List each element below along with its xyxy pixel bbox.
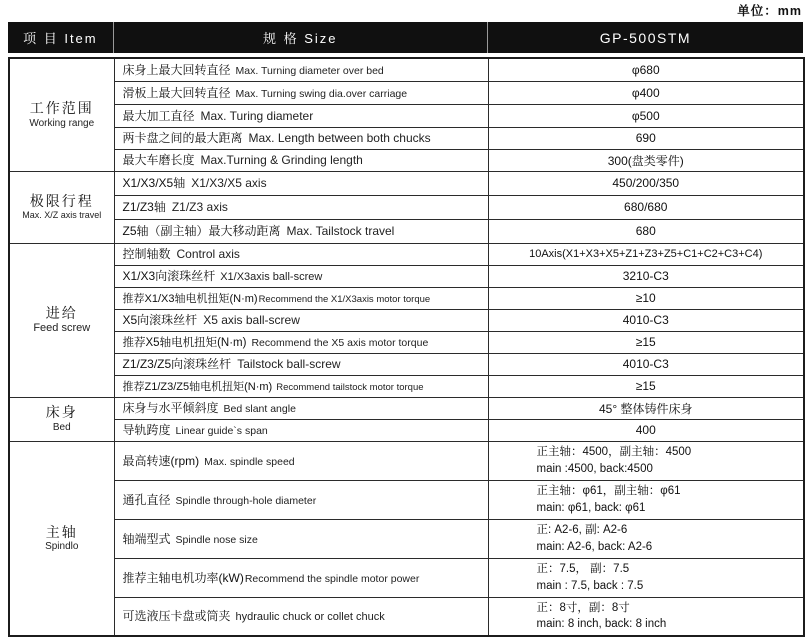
value-line-zh: 正: A2-6, 副: A2-6 — [536, 523, 628, 536]
category-name-zh: 床身 — [45, 404, 78, 421]
value-line-zh: 正：7.5， 副：7.5 — [536, 562, 630, 575]
spec-label: 最高转速(rpm) Max. spindle speed — [114, 441, 488, 480]
table-row — [9, 519, 804, 558]
category-name-zh: 极限行程 — [29, 192, 94, 209]
category-name-en: Max. X/Z axis travel — [22, 210, 102, 221]
spec-value: 680/680 — [488, 195, 804, 219]
spec-label: 推荐Z1/Z3/Z5轴电机扭矩(N·m) Recommend tailstock motor torque — [114, 375, 488, 397]
spec-label: X5向滚珠丝杆 X5 axis ball-screw — [114, 309, 488, 331]
spec-label: X1/X3/X5轴 X1/X3/X5 axis — [114, 171, 488, 195]
table-row — [9, 353, 804, 375]
header-model: GP-500STM — [599, 29, 692, 46]
value-line-en: main : 7.5, back : 7.5 — [536, 579, 644, 592]
table-row — [9, 309, 804, 331]
spec-value — [488, 480, 804, 519]
spec-value: φ500 — [488, 104, 804, 127]
table-row — [9, 104, 804, 127]
spec-value: 690 — [488, 127, 804, 149]
category-working-range — [9, 58, 114, 171]
spec-value: 4010-C3 — [488, 309, 804, 331]
header-item: 项 目 Item — [23, 31, 98, 46]
category-name-zh: 进给 — [45, 304, 78, 321]
spec-value: ≥10 — [488, 287, 804, 309]
value-line-en: main: φ61, back: φ61 — [536, 501, 646, 514]
spec-label: 可选液压卡盘或筒夹 hydraulic chuck or collet chuck — [114, 597, 488, 636]
header-size: 规 格 Size — [113, 22, 488, 53]
table-header-bar — [8, 22, 803, 53]
table-row — [9, 480, 804, 519]
category-name-en: Feed screw — [33, 322, 91, 335]
spec-label: 滑板上最大回转直径 Max. Turning swing dia.over carriage — [114, 81, 488, 104]
spec-value — [488, 597, 804, 636]
category-feed-screw — [9, 243, 114, 397]
table-row — [9, 195, 804, 219]
spec-value: 10Axis(X1+X3+X5+Z1+Z3+Z5+C1+C2+C3+C4) — [488, 243, 804, 265]
category-spindle — [9, 441, 114, 636]
value-line-zh: 正主轴：φ61，副主轴：φ61 — [536, 484, 681, 497]
table-row — [9, 419, 804, 441]
spec-label: 最大车磨长度 Max.Turning & Grinding length — [114, 149, 488, 171]
value-line-en: main: 8 inch, back: 8 inch — [536, 618, 667, 631]
spec-value: 4010-C3 — [488, 353, 804, 375]
table-row — [9, 149, 804, 171]
table-row — [9, 171, 804, 195]
table-row — [9, 58, 804, 81]
table-row — [9, 219, 804, 243]
spec-label: 两卡盘之间的最大距离 Max. Length between both chucks — [114, 127, 488, 149]
value-line-zh: 正：8寸，副：8寸 — [536, 601, 630, 614]
spec-label: 推荐X1/X3轴电机扭矩(N·m)Recommend the X1/X3axis motor torque — [114, 287, 488, 309]
table-row — [9, 558, 804, 597]
spec-label: Z1/Z3/Z5向滚珠丝杆 Tailstock ball-screw — [114, 353, 488, 375]
spec-value: φ680 — [488, 58, 804, 81]
spec-value — [488, 519, 804, 558]
table-row — [9, 243, 804, 265]
spec-value: 400 — [488, 419, 804, 441]
table-row — [9, 81, 804, 104]
value-line-zh: 正主轴：4500，副主轴：4500 — [536, 445, 692, 458]
category-name-zh: 工作范围 — [29, 100, 94, 116]
table-row — [9, 287, 804, 309]
spec-label: 推荐X5轴电机扭矩(N·m) Recommend the X5 axis motor torque — [114, 331, 488, 353]
category-axis-travel — [9, 171, 114, 243]
category-name-zh: 主轴 — [45, 523, 78, 540]
spec-label: 控制轴数 Control axis — [114, 243, 488, 265]
spec-label: 最大加工直径 Max. Turing diameter — [114, 104, 488, 127]
category-bed — [9, 397, 114, 441]
spec-value — [488, 441, 804, 480]
spec-label: 床身与水平倾斜度 Bed slant angle — [114, 397, 488, 419]
spec-value: 450/200/350 — [488, 171, 804, 195]
spec-label: X1/X3向滚珠丝杆 X1/X3axis ball-screw — [114, 265, 488, 287]
spec-label: 床身上最大回转直径 Max. Turning diameter over bed — [114, 58, 488, 81]
table-row — [9, 375, 804, 397]
category-name-en: Bed — [52, 421, 71, 433]
spec-table — [8, 57, 805, 637]
spec-label: 通孔直径 Spindle through-hole diameter — [114, 480, 488, 519]
spec-label: Z5轴（副主轴）最大移动距离 Max. Tailstock travel — [114, 219, 488, 243]
spec-value: ≥15 — [488, 375, 804, 397]
value-line-en: main: A2-6, back: A2-6 — [536, 540, 653, 553]
table-row — [9, 397, 804, 419]
spec-label: Z1/Z3轴 Z1/Z3 axis — [114, 195, 488, 219]
spec-value: 45° 整体铸件床身 — [488, 397, 804, 419]
table-row — [9, 441, 804, 480]
unit-label: 单位：mm — [737, 4, 802, 18]
spec-value: φ400 — [488, 81, 804, 104]
spec-label: 轴端型式 Spindle nose size — [114, 519, 488, 558]
table-row — [9, 597, 804, 636]
spec-value: 3210-C3 — [488, 265, 804, 287]
table-row — [9, 331, 804, 353]
table-row — [9, 127, 804, 149]
category-name-en: Spindlo — [45, 541, 79, 552]
spec-label: 导轨跨度 Linear guide`s span — [114, 419, 488, 441]
spec-label: 推荐主轴电机功率(kW)Recommend the spindle motor power — [114, 558, 488, 597]
spec-value: 680 — [488, 219, 804, 243]
spec-value: ≥15 — [488, 331, 804, 353]
spec-value: 300(盘类零件) — [488, 149, 804, 171]
category-name-en: Working range — [29, 117, 95, 129]
value-line-en: main :4500, back:4500 — [536, 462, 653, 475]
spec-value — [488, 558, 804, 597]
table-row — [9, 265, 804, 287]
